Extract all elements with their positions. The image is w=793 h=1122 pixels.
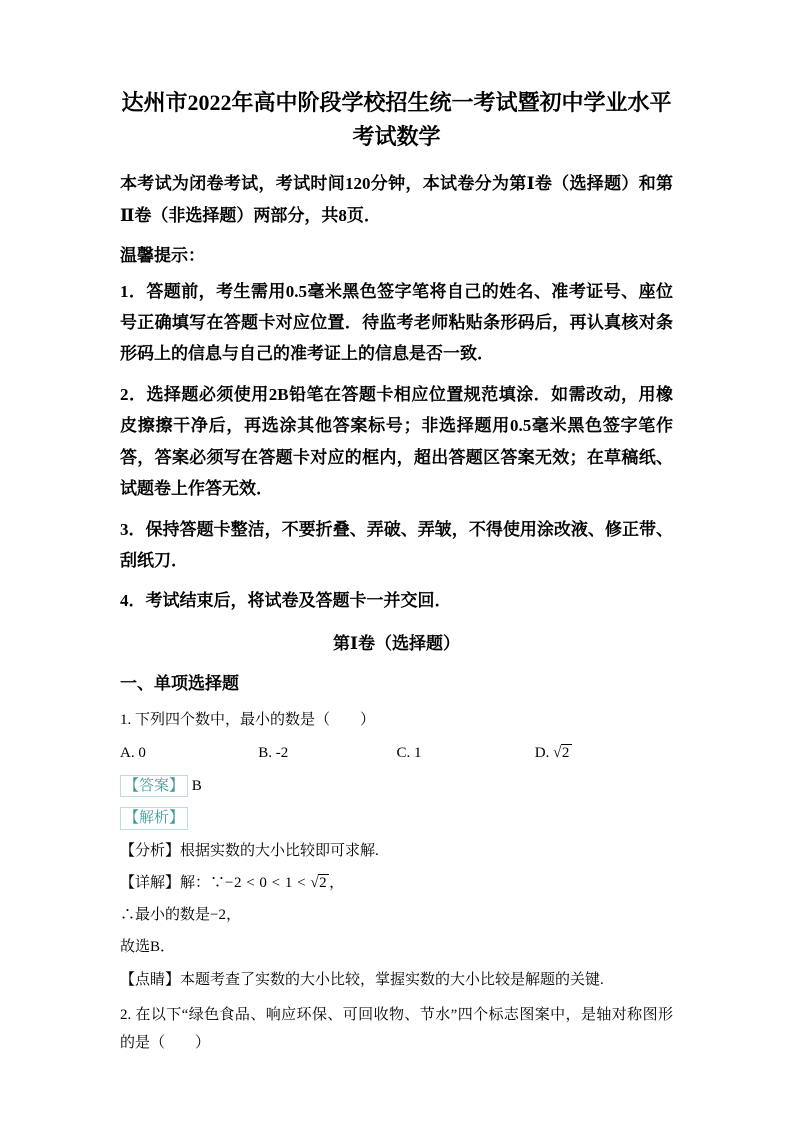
question-2-stem: 2. 在以下“绿色食品、响应环保、可回收物、节水”四个标志图案中，是轴对称图形的是（ ） xyxy=(120,1006,673,1052)
detail-prefix: 【详解】解：∵ xyxy=(120,874,226,891)
answer-value: B xyxy=(191,778,202,795)
analysis-tag-line xyxy=(120,807,673,830)
detail-line xyxy=(120,872,673,895)
exam-title xyxy=(120,86,673,154)
intro-paragraph: 本考试为闭卷考试，考试时间120分钟，本试卷分为第Ⅰ卷（选择题）和第Ⅱ卷（非选择题）两部分，共8页． xyxy=(120,174,673,225)
option-b xyxy=(258,739,396,768)
option-d xyxy=(535,739,673,768)
detail-suffix: ， xyxy=(329,874,345,891)
option-d-value xyxy=(553,745,572,761)
analysis-line: 【分析】根据实数的大小比较即可求解. xyxy=(120,842,379,859)
sqrt-radicand: 2 xyxy=(319,874,328,891)
volume-heading: 第Ⅰ卷（选择题） xyxy=(333,633,460,653)
answer-tag: 【答案】 xyxy=(120,775,188,797)
option-c xyxy=(397,739,535,768)
option-a xyxy=(120,739,258,768)
option-c-value: 1 xyxy=(414,744,422,761)
option-a-label: A. xyxy=(120,744,135,761)
notice-item-1: 1．答题前，考生需用0.5毫米黑色签字笔将自己的姓名、准考证号、座位号正确填写在答题卡对应位置．待监考老师粘贴条形码后，再认真核对条形码上的信息与自己的准考证上的信息是否一致． xyxy=(120,281,673,364)
answer-line xyxy=(120,775,673,798)
question-1-options xyxy=(120,739,673,768)
sqrt-radical-icon: √ xyxy=(310,874,320,891)
analysis-tag: 【解析】 xyxy=(120,807,188,829)
option-c-label: C. xyxy=(396,744,411,761)
notice-item-3: 3．保持答题卡整洁，不要折叠、弄破、弄皱，不得使用涂改液、修正带、刮纸刀． xyxy=(120,519,673,570)
conclusion-line: ∴最小的数是−2， xyxy=(120,907,241,924)
sqrt-radicand: 2 xyxy=(561,744,570,761)
question-1-stem: 1. 下列四个数中，最小的数是（ ） xyxy=(120,712,376,729)
option-b-label: B. xyxy=(258,744,273,761)
notice-item-4: 4．考试结束后，将试卷及答题卡一并交回． xyxy=(120,591,452,611)
detail-chain: −2 < 0 < 1 < xyxy=(225,874,307,891)
detail-inequality xyxy=(225,875,329,891)
exam-title-line-2: 考试数学 xyxy=(352,124,441,150)
section-heading: 一、单项选择题 xyxy=(120,674,239,694)
sqrt-radical-icon: √ xyxy=(553,744,562,761)
notice-item-2: 2．选择题必须使用2B铅笔在答题卡相应位置规范填涂．如需改动，用橡皮擦擦干净后，再选涂其他答案标号；非选择题用0.5毫米黑色签字笔作答，答案必须写在答题卡对应的框内，超出答题区答案无效；在草稿纸、试题卷上作答无效． xyxy=(120,384,673,499)
choice-line: 故选B． xyxy=(120,939,176,956)
option-d-label: D. xyxy=(534,744,550,761)
note-line: 【点睛】本题考查了实数的大小比较，掌握实数的大小比较是解题的关键. xyxy=(120,971,604,988)
option-a-value: 0 xyxy=(138,744,146,761)
tips-header: 温馨提示： xyxy=(120,246,205,266)
option-b-value: -2 xyxy=(275,744,289,761)
exam-title-line-1: 达州市2022年高中阶段学校招生统一考试暨初中学业水平 xyxy=(121,90,672,115)
